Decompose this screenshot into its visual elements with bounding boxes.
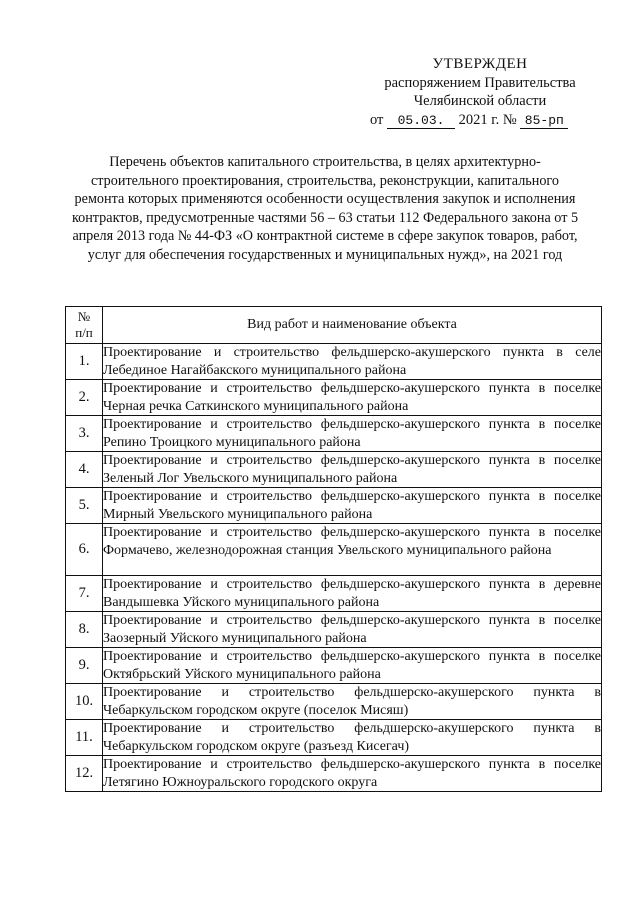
row-number: 12. bbox=[66, 756, 103, 792]
row-description: Проектирование и строительство фельдшерско-акушерского пункта в поселке Октябрьский Уйского муниципального района bbox=[103, 649, 601, 682]
approval-date-line bbox=[360, 111, 600, 130]
approval-line-1: распоряжением Правительства bbox=[384, 74, 576, 91]
header-number bbox=[66, 307, 103, 344]
year-number-label: 2021 г. № bbox=[458, 111, 517, 128]
row-description: Проектирование и строительство фельдшерско-акушерского пункта в поселке Репино Троицкого муниципального района bbox=[103, 417, 601, 450]
row-number: 10. bbox=[66, 684, 103, 720]
row-description: Проектирование и строительство фельдшерско-акушерского пункта в поселке Черная речка Саткинского муниципального района bbox=[103, 381, 601, 414]
row-number: 2. bbox=[66, 380, 103, 416]
date-field: 05.03. bbox=[387, 114, 455, 129]
row-description: Проектирование и строительство фельдшерско-акушерского пункта в деревне Вандышевка Уйского муниципального района bbox=[103, 577, 601, 610]
row-description: Проектирование и строительство фельдшерско-акушерского пункта в поселке Зеленый Лог Увельского муниципального района bbox=[103, 453, 601, 486]
row-description: Проектирование и строительство фельдшерско-акушерского пункта в поселке Заозерный Уйского муниципального района bbox=[103, 613, 601, 646]
row-number: 3. bbox=[66, 416, 103, 452]
row-number: 5. bbox=[66, 488, 103, 524]
objects-table bbox=[65, 306, 602, 792]
table-row bbox=[66, 344, 602, 380]
order-number-field: 85-рп bbox=[520, 114, 568, 129]
approval-stamp bbox=[360, 55, 600, 129]
table-row bbox=[66, 524, 602, 576]
row-number: 11. bbox=[66, 720, 103, 756]
row-number: 1. bbox=[66, 344, 103, 380]
table-header-row bbox=[66, 307, 602, 344]
row-description: Проектирование и строительство фельдшерско-акушерского пункта в поселке Летягино Южноуральского городского округа bbox=[103, 757, 601, 790]
row-description: Проектирование и строительство фельдшерско-акушерского пункта в поселке Мирный Увельского муниципального района bbox=[103, 489, 601, 522]
row-number: 4. bbox=[66, 452, 103, 488]
table-row bbox=[66, 756, 602, 792]
header-number-abbr: п/п bbox=[75, 325, 93, 340]
row-number: 7. bbox=[66, 576, 103, 612]
row-number: 6. bbox=[66, 524, 103, 576]
table-row bbox=[66, 488, 602, 524]
row-description: Проектирование и строительство фельдшерско-акушерского пункта в поселке Формачево, железнодорожная станция Увельского муниципального района bbox=[103, 524, 602, 576]
table-row bbox=[66, 380, 602, 416]
table-row bbox=[66, 684, 602, 720]
header-number-symbol: № bbox=[77, 309, 91, 324]
table-row bbox=[66, 612, 602, 648]
row-number: 9. bbox=[66, 648, 103, 684]
header-name: Вид работ и наименование объекта bbox=[103, 307, 602, 344]
document-heading: Перечень объектов капитального строительства, в целях архитектурно-строительного проектирования, строительства, реконструкции, капитального ремонта которых применяются особенности осуществления закупок и исполнения контрактов, предусмотренные частями 56 – 63 статьи 112 Федерального закона от 5 апреля 2013 года № 44-ФЗ «О контрактной системе в сфере закупок товаров, работ, услуг для обеспечения государственных и муниципальных нужд», на 2021 год bbox=[71, 154, 579, 263]
table-row bbox=[66, 648, 602, 684]
row-description: Проектирование и строительство фельдшерско-акушерского пункта в селе Лебединое Нагайбакского муниципального района bbox=[103, 345, 601, 378]
row-number: 8. bbox=[66, 612, 103, 648]
approval-title: УТВЕРЖДЕН bbox=[432, 56, 528, 72]
approval-line-2: Челябинской области bbox=[413, 93, 547, 109]
row-description: Проектирование и строительство фельдшерско-акушерского пункта в Чебаркульском городском округе (разъезд Кисегач) bbox=[103, 721, 601, 754]
table-row bbox=[66, 720, 602, 756]
table-row bbox=[66, 452, 602, 488]
row-description: Проектирование и строительство фельдшерско-акушерского пункта в Чебаркульском городском округе (поселок Мисяш) bbox=[103, 685, 601, 718]
table-row bbox=[66, 576, 602, 612]
date-prefix: от bbox=[370, 111, 384, 128]
table-row bbox=[66, 416, 602, 452]
